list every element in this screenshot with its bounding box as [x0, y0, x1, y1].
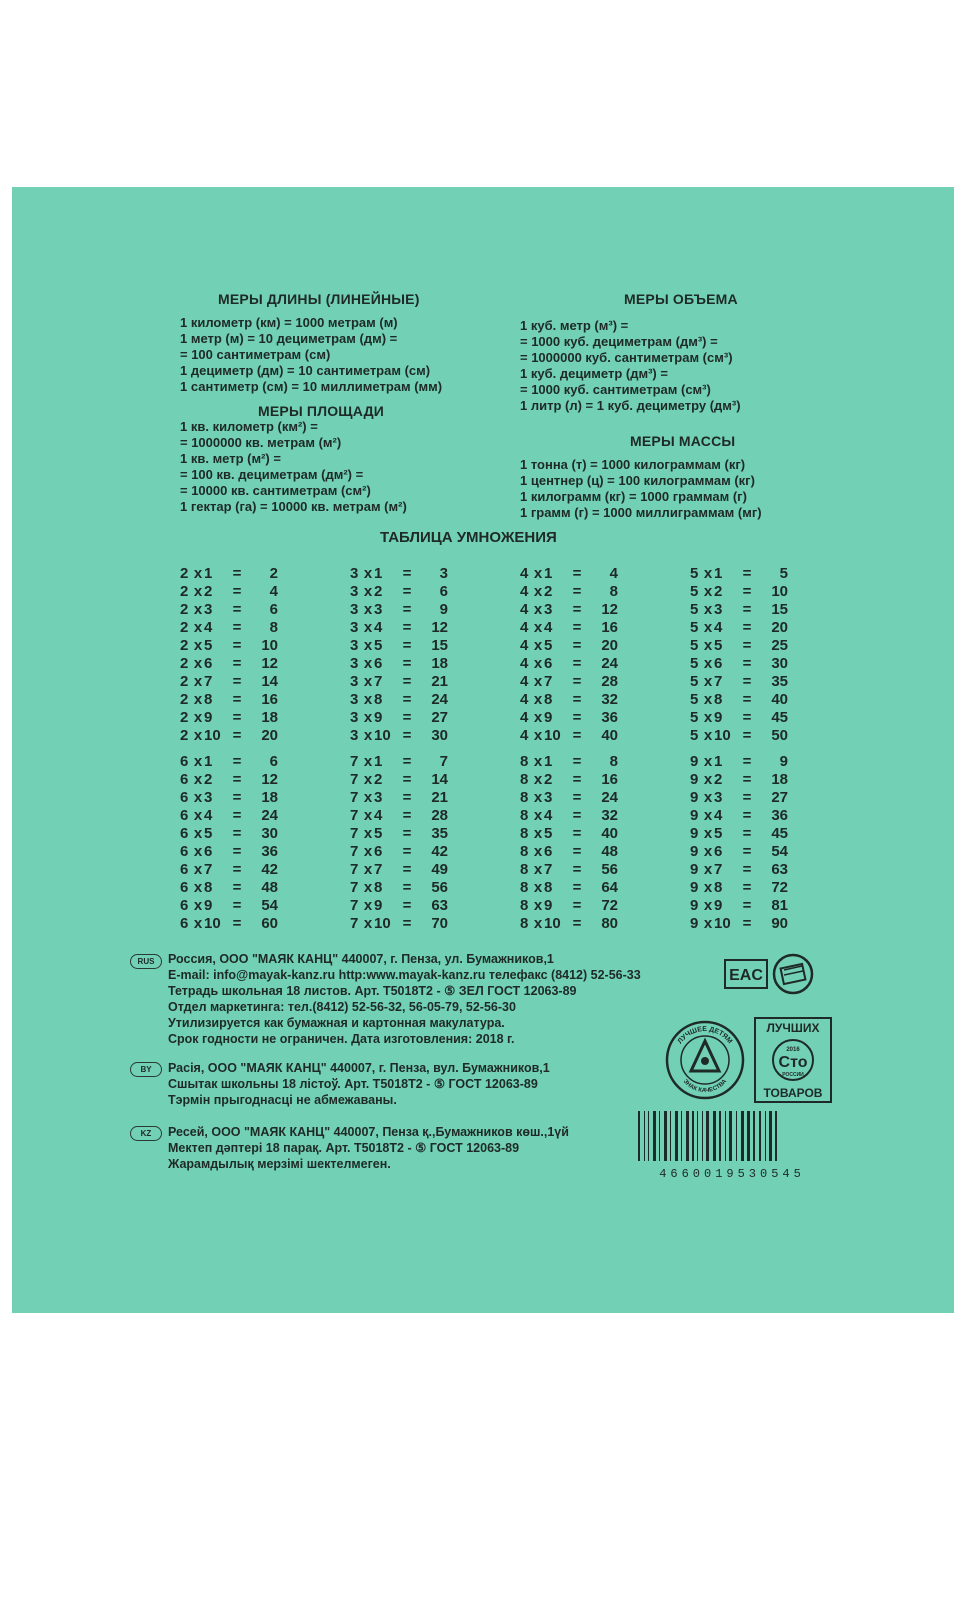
certification-circle-icon — [772, 953, 814, 995]
barcode-bar — [653, 1111, 656, 1161]
multiplication-row: 8 х 2 = 16 — [520, 771, 618, 788]
multiplication-row: 3 х 5 = 15 — [350, 637, 448, 654]
multiplication-row: 7 х 2 = 14 — [350, 771, 448, 788]
multiplication-row: 2 х 8 = 16 — [180, 691, 278, 708]
multiplication-row: 8 х 3 = 24 — [520, 789, 618, 806]
length-line: 1 километр (км) = 1000 метрам (м) — [180, 315, 398, 330]
multiplication-row: 5 х 1 = 5 — [690, 565, 788, 582]
multiplication-row: 8 х 9 = 72 — [520, 897, 618, 914]
barcode — [634, 1109, 830, 1181]
area-line: = 100 кв. дециметрам (дм²) = — [180, 467, 364, 482]
multiplication-row: 7 х 10 = 70 — [350, 915, 448, 932]
country-code-rus: RUS — [130, 954, 162, 969]
multiplication-row: 3 х 6 = 18 — [350, 655, 448, 672]
volume-line: = 1000 куб. дециметрам (дм³) = — [520, 334, 718, 349]
svg-text:РОССИИ: РОССИИ — [782, 1072, 804, 1078]
multiplication-row: 6 х 4 = 24 — [180, 807, 278, 824]
barcode-bar — [747, 1111, 750, 1161]
multiplication-row: 9 х 2 = 18 — [690, 771, 788, 788]
multiplication-row: 8 х 4 = 32 — [520, 807, 618, 824]
multiplication-row: 3 х 8 = 24 — [350, 691, 448, 708]
multiplication-row: 7 х 9 = 63 — [350, 897, 448, 914]
multiplication-row: 4 х 3 = 12 — [520, 601, 618, 618]
multiplication-row: 3 х 9 = 27 — [350, 709, 448, 726]
length-title: МЕРЫ ДЛИНЫ (ЛИНЕЙНЫЕ) — [218, 291, 420, 307]
barcode-bar — [765, 1111, 766, 1161]
notebook-cover — [12, 187, 954, 1313]
multiplication-title: ТАБЛИЦА УМНОЖЕНИЯ — [380, 529, 557, 546]
multiplication-row: 8 х 6 = 48 — [520, 843, 618, 860]
multiplication-row: 8 х 8 = 64 — [520, 879, 618, 896]
mass-line: 1 килограмм (кг) = 1000 граммам (г) — [520, 489, 747, 504]
multiplication-row: 7 х 3 = 21 — [350, 789, 448, 806]
multiplication-row: 9 х 8 = 72 — [690, 879, 788, 896]
mass-line: 1 грамм (г) = 1000 миллиграммам (мг) — [520, 505, 762, 520]
multiplication-row: 3 х 10 = 30 — [350, 727, 448, 744]
multiplication-row: 4 х 1 = 4 — [520, 565, 618, 582]
svg-text:2016: 2016 — [786, 1047, 800, 1053]
multiplication-row: 8 х 7 = 56 — [520, 861, 618, 878]
eac-mark-icon — [724, 959, 768, 989]
volume-line: = 1000 куб. сантиметрам (см³) — [520, 382, 711, 397]
multiplication-row: 4 х 2 = 8 — [520, 583, 618, 600]
info-line: Мектеп дәптері 18 парақ. Арт. Т5018Т2 - ⑤ ГОСТ 12063-89 — [168, 1141, 520, 1155]
multiplication-row: 3 х 2 = 6 — [350, 583, 448, 600]
multiplication-row: 5 х 7 = 35 — [690, 673, 788, 690]
multiplication-column-8 — [520, 753, 620, 933]
barcode-bar — [659, 1111, 660, 1161]
volume-line: = 1000000 куб. сантиметрам (см³) — [520, 350, 733, 365]
multiplication-row: 2 х 5 = 10 — [180, 637, 278, 654]
multiplication-row: 6 х 9 = 54 — [180, 897, 278, 914]
length-line: 1 сантиметр (см) = 10 миллиметрам (мм) — [180, 379, 443, 394]
barcode-bar — [729, 1111, 732, 1161]
barcode-bar — [644, 1111, 645, 1161]
multiplication-column-6 — [180, 753, 280, 933]
multiplication-row: 9 х 3 = 27 — [690, 789, 788, 806]
multiplication-row: 4 х 5 = 20 — [520, 637, 618, 654]
multiplication-row: 5 х 8 = 40 — [690, 691, 788, 708]
multiplication-row: 9 х 6 = 54 — [690, 843, 788, 860]
multiplication-row: 2 х 2 = 4 — [180, 583, 278, 600]
multiplication-row: 4 х 6 = 24 — [520, 655, 618, 672]
info-line: Срок годности не ограничен. Дата изготовления: 2018 г. — [168, 1032, 515, 1046]
country-code-by: BY — [130, 1062, 162, 1077]
area-line: 1 кв. метр (м²) = — [180, 451, 281, 466]
svg-text:EAC: EAC — [729, 967, 763, 984]
length-line: 1 дециметр (дм) = 10 сантиметрам (см) — [180, 363, 431, 378]
multiplication-table — [12, 187, 954, 947]
multiplication-row: 4 х 9 = 36 — [520, 709, 618, 726]
mass-line: 1 тонна (т) = 1000 килограммам (кг) — [520, 457, 746, 472]
multiplication-row: 8 х 1 = 8 — [520, 753, 618, 770]
multiplication-column-9 — [690, 753, 790, 933]
info-line: Ресей, ООО "МАЯК КАНЦ" 440007, Пенза қ.,Бумажников көш.,1үй — [168, 1125, 569, 1139]
multiplication-row: 7 х 4 = 28 — [350, 807, 448, 824]
mass-title: МЕРЫ МАССЫ — [630, 433, 736, 449]
multiplication-column-4 — [520, 565, 620, 745]
multiplication-row: 7 х 7 = 49 — [350, 861, 448, 878]
volume-line: 1 куб. дециметр (дм³) = — [520, 366, 668, 381]
multiplication-row: 6 х 7 = 42 — [180, 861, 278, 878]
multiplication-row: 5 х 6 = 30 — [690, 655, 788, 672]
best-goods-mark-icon — [754, 1017, 832, 1103]
info-russia — [168, 951, 641, 1047]
multiplication-row: 8 х 10 = 80 — [520, 915, 618, 932]
area-title: МЕРЫ ПЛОЩАДИ — [258, 403, 385, 419]
multiplication-row: 5 х 10 = 50 — [690, 727, 788, 744]
multiplication-row: 6 х 8 = 48 — [180, 879, 278, 896]
info-line: Жарамдылық мерзімі шектелмеген. — [168, 1157, 391, 1171]
multiplication-row: 6 х 1 = 6 — [180, 753, 278, 770]
barcode-bar — [702, 1111, 703, 1161]
area-line: = 10000 кв. сантиметрам (см²) — [180, 483, 371, 498]
volume-title: МЕРЫ ОБЪЕМА — [624, 291, 738, 307]
multiplication-row: 2 х 7 = 14 — [180, 673, 278, 690]
multiplication-row: 5 х 5 = 25 — [690, 637, 788, 654]
barcode-bar — [692, 1111, 694, 1161]
multiplication-row: 6 х 3 = 18 — [180, 789, 278, 806]
multiplication-row: 7 х 1 = 7 — [350, 753, 448, 770]
multiplication-row: 3 х 3 = 9 — [350, 601, 448, 618]
multiplication-row: 3 х 7 = 21 — [350, 673, 448, 690]
multiplication-row: 6 х 10 = 60 — [180, 915, 278, 932]
multiplication-row: 4 х 4 = 16 — [520, 619, 618, 636]
multiplication-row: 3 х 1 = 3 — [350, 565, 448, 582]
barcode-bar — [638, 1111, 640, 1161]
multiplication-row: 5 х 2 = 10 — [690, 583, 788, 600]
multiplication-row: 2 х 1 = 2 — [180, 565, 278, 582]
country-code-kz: KZ — [130, 1126, 162, 1141]
info-line: E-mail: info@mayak-kanz.ru http:www.mayak-kanz.ru телефакс (8412) 52-56-33 — [168, 968, 641, 982]
multiplication-row: 9 х 1 = 9 — [690, 753, 788, 770]
length-line: = 100 сантиметрам (см) — [180, 347, 331, 362]
barcode-number: 4660019530545 — [659, 1167, 805, 1181]
volume-line: 1 литр (л) = 1 куб. дециметру (дм³) — [520, 398, 741, 413]
multiplication-row: 6 х 6 = 36 — [180, 843, 278, 860]
barcode-bar — [670, 1111, 671, 1161]
multiplication-row: 5 х 9 = 45 — [690, 709, 788, 726]
barcode-bar — [775, 1111, 777, 1161]
barcode-bar — [648, 1111, 649, 1161]
multiplication-row: 7 х 6 = 42 — [350, 843, 448, 860]
multiplication-row: 2 х 10 = 20 — [180, 727, 278, 744]
multiplication-column-2 — [180, 565, 280, 745]
multiplication-row: 2 х 6 = 12 — [180, 655, 278, 672]
multiplication-row: 7 х 8 = 56 — [350, 879, 448, 896]
volume-line: 1 куб. метр (м³) = — [520, 318, 629, 333]
multiplication-row: 6 х 5 = 30 — [180, 825, 278, 842]
multiplication-row: 9 х 4 = 36 — [690, 807, 788, 824]
multiplication-row: 7 х 5 = 35 — [350, 825, 448, 842]
length-line: 1 метр (м) = 10 дециметрам (дм) = — [180, 331, 398, 346]
barcode-bar — [697, 1111, 698, 1161]
svg-text:Сто: Сто — [778, 1054, 808, 1071]
svg-text:ЛУЧШИХ: ЛУЧШИХ — [766, 1021, 820, 1035]
multiplication-row: 4 х 7 = 28 — [520, 673, 618, 690]
multiplication-column-7 — [350, 753, 450, 933]
multiplication-row: 9 х 7 = 63 — [690, 861, 788, 878]
info-line: Отдел маркетинга: тел.(8412) 52-56-32, 56-05-79, 52-56-30 — [168, 1000, 516, 1014]
barcode-bar — [741, 1111, 744, 1161]
multiplication-column-3 — [350, 565, 450, 745]
barcode-bar — [706, 1111, 709, 1161]
multiplication-row: 6 х 2 = 12 — [180, 771, 278, 788]
multiplication-row: 5 х 4 = 20 — [690, 619, 788, 636]
barcode-bar — [736, 1111, 737, 1161]
info-line: Расія, ООО "МАЯК КАНЦ" 440007, г. Пенза, вул. Бумажников,1 — [168, 1061, 550, 1075]
info-kazakhstan — [168, 1124, 569, 1172]
barcode-bar — [681, 1111, 682, 1161]
multiplication-column-5 — [690, 565, 790, 745]
multiplication-row: 4 х 8 = 32 — [520, 691, 618, 708]
multiplication-row: 2 х 3 = 6 — [180, 601, 278, 618]
barcode-bar — [675, 1111, 678, 1161]
barcode-bar — [664, 1111, 667, 1161]
info-line: Россия, ООО "МАЯК КАНЦ" 440007, г. Пенза, ул. Бумажников,1 — [168, 952, 554, 966]
multiplication-row: 9 х 5 = 45 — [690, 825, 788, 842]
multiplication-row: 9 х 9 = 81 — [690, 897, 788, 914]
multiplication-row: 2 х 9 = 18 — [180, 709, 278, 726]
barcode-bar — [713, 1111, 716, 1161]
multiplication-row: 8 х 5 = 40 — [520, 825, 618, 842]
multiplication-row: 3 х 4 = 12 — [350, 619, 448, 636]
svg-text:ЗНАК КАЧЕСТВА: ЗНАК КАЧЕСТВА — [681, 1078, 729, 1095]
svg-text:ТОВАРОВ: ТОВАРОВ — [763, 1086, 823, 1100]
barcode-bar — [719, 1111, 721, 1161]
barcode-bar — [753, 1111, 755, 1161]
info-line: Сшытак школьны 18 лістоў. Арт. Т5018Т2 - ⑤ ГОСТ 12063-89 — [168, 1077, 538, 1091]
best-for-kids-mark-icon — [664, 1019, 746, 1101]
barcode-bar — [686, 1111, 689, 1161]
info-belarus — [168, 1060, 550, 1108]
mass-line: 1 центнер (ц) = 100 килограммам (кг) — [520, 473, 755, 488]
multiplication-row: 4 х 10 = 40 — [520, 727, 618, 744]
multiplication-row: 9 х 10 = 90 — [690, 915, 788, 932]
barcode-bar — [725, 1111, 726, 1161]
info-line: Тэрмін прыгоднасці не абмежаваны. — [168, 1093, 397, 1107]
svg-text:ЛУЧШЕЕ ДЕТЯМ: ЛУЧШЕЕ ДЕТЯМ — [676, 1025, 734, 1046]
multiplication-row: 5 х 3 = 15 — [690, 601, 788, 618]
info-line: Тетрадь школьная 18 листов. Арт. Т5018Т2 - ⑤ ЗЕЛ ГОСТ 12063-89 — [168, 984, 577, 998]
info-line: Утилизируется как бумажная и картонная макулатура. — [168, 1016, 505, 1030]
barcode-bar — [769, 1111, 772, 1161]
area-line: = 1000000 кв. метрам (м²) — [180, 435, 342, 450]
area-line: 1 гектар (га) = 10000 кв. метрам (м²) — [180, 499, 407, 514]
multiplication-row: 2 х 4 = 8 — [180, 619, 278, 636]
area-line: 1 кв. километр (км²) = — [180, 419, 318, 434]
barcode-bar — [759, 1111, 761, 1161]
